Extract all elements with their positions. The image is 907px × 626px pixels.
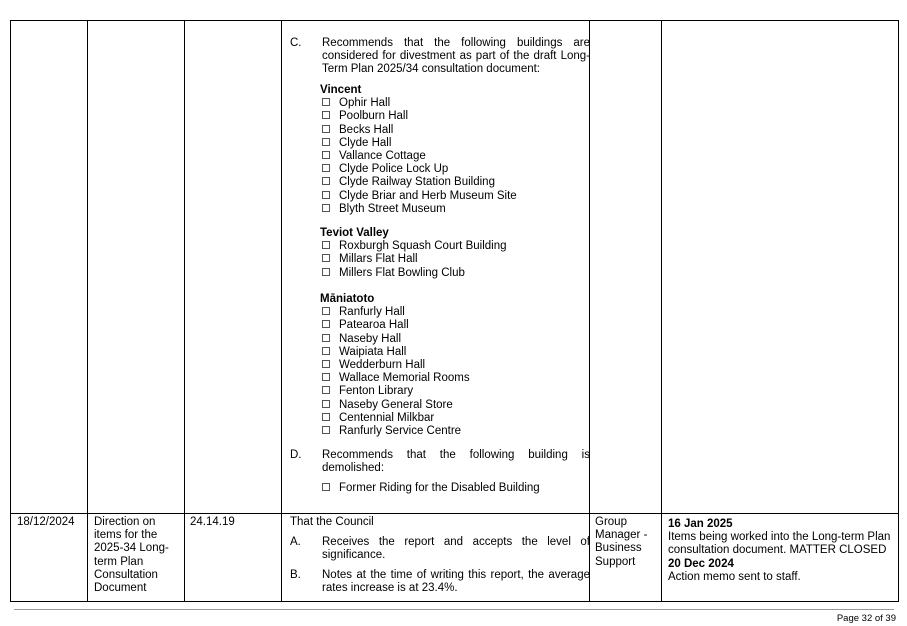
list-item-label: Millars Flat Hall [339, 253, 418, 266]
checkbox-icon [322, 334, 330, 342]
list-item-label: Wallace Memorial Rooms [339, 372, 470, 385]
group-title: Teviot Valley [320, 227, 389, 239]
footer-divider [14, 609, 894, 610]
checkbox-icon [322, 360, 330, 368]
list-item-label: Centennial Milkbar [339, 411, 435, 424]
list-item-label: Vallance Cottage [339, 150, 426, 162]
building-item [322, 319, 409, 332]
building-item [322, 306, 405, 319]
status-date: 16 Jan 2025 [668, 518, 733, 530]
building-item [322, 412, 434, 425]
list-item-label: Poolburn Hall [339, 110, 409, 123]
checkbox-icon [322, 164, 330, 172]
checkbox-icon [322, 204, 330, 212]
checkbox-icon [322, 98, 330, 106]
building-item [322, 137, 391, 150]
paragraph-text: Notes at the time of writing this report, the average rates increase is at 23.4%. [322, 569, 590, 595]
paragraph-letter: C. [290, 37, 302, 49]
paragraph-letter: B. [290, 569, 301, 581]
paragraph-text: Recommends that the following building is demolished: [322, 449, 590, 475]
checkbox-icon [322, 241, 330, 249]
checkbox-icon [322, 413, 330, 421]
status-note: Items being worked into the Long-term Plan consultation document. MATTER CLOSED [668, 531, 891, 557]
resolution-paragraph-b [290, 569, 600, 597]
group-title: Māniatoto [320, 293, 375, 305]
resolution-intro: That the Council [290, 516, 374, 528]
list-item-label: Becks Hall [339, 123, 394, 136]
checkbox-icon [322, 426, 330, 434]
building-item [322, 385, 413, 398]
building-item [322, 203, 446, 216]
checkbox-icon [322, 320, 330, 328]
checkbox-icon [322, 111, 330, 119]
list-item-label: Clyde Police Lock Up [339, 163, 449, 176]
page-number: Page 32 of 39 [836, 613, 896, 624]
list-item-label: Clyde Railway Station Building [339, 176, 495, 189]
status-date: 20 Dec 2024 [668, 557, 734, 570]
building-item [322, 240, 507, 253]
building-item [322, 333, 401, 346]
checkbox-icon [322, 347, 330, 355]
list-item-label: Ranfurly Service Centre [339, 425, 462, 437]
resolution-paragraph-c [290, 37, 600, 77]
checkbox-icon [322, 373, 330, 381]
building-item [322, 124, 393, 137]
checkbox-icon [322, 177, 330, 185]
checkbox-icon [322, 151, 330, 159]
reference-cell: 24.14.19 [190, 516, 235, 528]
checkbox-icon [322, 483, 330, 491]
building-item [322, 359, 425, 372]
building-item [322, 253, 418, 266]
building-item [322, 97, 390, 110]
list-item-label: Clyde Hall [339, 136, 392, 149]
list-item-label: Wedderburn Hall [339, 359, 426, 371]
building-item [322, 372, 470, 385]
list-item-label: Patearoa Hall [339, 319, 409, 332]
resolutions-table [10, 20, 899, 602]
paragraph-letter: A. [290, 536, 301, 548]
responsible-cell: Group Manager - Business Support [595, 516, 648, 568]
checkbox-icon [322, 268, 330, 276]
resolution-paragraph-a [290, 536, 600, 564]
checkbox-icon [322, 191, 330, 199]
checkbox-icon [322, 125, 330, 133]
building-item [322, 399, 453, 412]
demolish-item [322, 482, 540, 495]
resolution-paragraph-d [290, 449, 600, 477]
building-item [322, 267, 465, 280]
building-item [322, 190, 517, 203]
list-item-label: Naseby Hall [339, 332, 401, 345]
checkbox-icon [322, 254, 330, 262]
checkbox-icon [322, 400, 330, 408]
group-title: Vincent [320, 84, 362, 96]
list-item-label: Former Riding for the Disabled Building [339, 482, 540, 494]
list-item-label: Millers Flat Bowling Club [339, 266, 465, 279]
building-item [322, 425, 461, 438]
building-item [322, 150, 426, 163]
status-cell [668, 518, 896, 584]
building-item [322, 163, 448, 176]
status-note: Action memo sent to staff. [668, 570, 801, 583]
building-item [322, 176, 495, 189]
list-item-label: Naseby General Store [339, 398, 453, 411]
paragraph-letter: D. [290, 449, 302, 461]
list-item-label: Ranfurly Hall [339, 306, 405, 319]
checkbox-icon [322, 138, 330, 146]
checkbox-icon [322, 386, 330, 394]
date-cell: 18/12/2024 [17, 516, 75, 528]
paragraph-text: Recommends that the following buildings are considered for divestment as part of the draft Long-Term Plan 2025/34 consultation document: [322, 37, 590, 76]
list-item-label: Fenton Library [339, 385, 414, 398]
list-item-label: Clyde Briar and Herb Museum Site [339, 189, 517, 202]
paragraph-text: Receives the report and accepts the level of significance. [322, 536, 590, 562]
building-item [322, 346, 406, 359]
list-item-label: Blyth Street Museum [339, 202, 446, 215]
list-item-label: Roxburgh Squash Court Building [339, 240, 507, 253]
list-item-label: Ophir Hall [339, 97, 391, 110]
checkbox-icon [322, 307, 330, 315]
list-item-label: Waipiata Hall [339, 345, 407, 358]
building-item [322, 110, 408, 123]
item-cell: Direction on items for the 2025-34 Long-term Plan Consultation Document [94, 516, 169, 595]
